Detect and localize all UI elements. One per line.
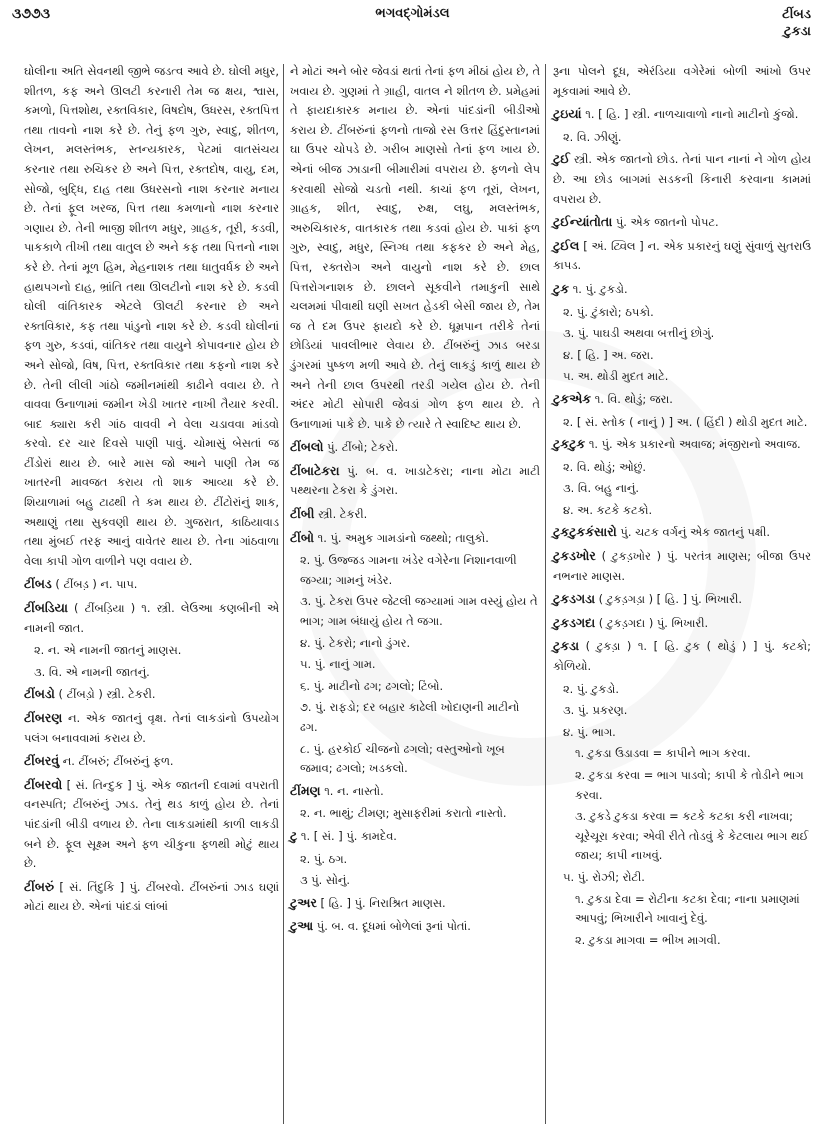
dictionary-entry	[24, 598, 279, 638]
headword: ટુકડા	[553, 638, 580, 654]
definition: પું. એક જાતનો પોપટ.	[612, 215, 719, 230]
definition: ( ટુકડ઼ગદા ) પું. ભિખારી.	[595, 615, 709, 630]
dictionary-entry	[553, 636, 811, 676]
idiom: ૧. ટુકડા ઉડાડવા = કાપીને ભાગ કરવા.	[575, 746, 751, 761]
dictionary-entry	[290, 893, 540, 914]
dictionary-entry	[553, 434, 811, 455]
headword: ટુકડગદા	[553, 614, 596, 630]
dictionary-entry	[24, 751, 279, 772]
dictionary-entry	[553, 279, 811, 300]
headword: ટીંબો	[290, 529, 315, 545]
headword: ટુ	[290, 827, 298, 843]
definition: ૧. પું. ટુકડો.	[569, 281, 628, 296]
definition: ૧. [ હિ. ] સ્ત્રી. નાળચાવાળો નાનો માટીનો કુંજો.	[581, 107, 799, 122]
definition: ( ટીંબડ઼ ) ન. પાપ.	[51, 577, 138, 592]
dictionary-entry	[290, 528, 540, 549]
headword: ટુકડખોર	[553, 548, 596, 564]
definition: ન. ટીંબરું; ટીંબરુંનું ફળ.	[59, 754, 174, 769]
definition: ( ટીંબડ઼િયા ) ૧. સ્ત્રી. લેઉઆ કણબીની એ નામની જાત.	[24, 601, 279, 635]
sense: ૨. ન. એ નામની જાતનું માણસ.	[34, 643, 182, 658]
definition: ૧. પું. અમુક ગામડાંનો જથ્થો; તાલુકો.	[314, 530, 489, 545]
dictionary-entry	[553, 522, 811, 543]
dictionary-entry	[290, 826, 540, 847]
headword: ટીંબી	[290, 506, 315, 522]
sense: ૮. પું. હરકોઈ ચીજનો ઢગલો; વસ્તુઓનો ખૂબ જમાવ; ઢગલો; ખડકલો.	[300, 741, 505, 776]
guide-words	[782, 6, 811, 40]
sense: ૫. પું. રોઝી; રોટી.	[563, 869, 645, 884]
sense: ૫. અ. થોડી મુદત માટે.	[563, 369, 669, 384]
sense: ૪. પું. ભાગ.	[563, 724, 616, 739]
sense: ૩. પું. પાઘડી અથવા બત્તીનું છોગું.	[563, 326, 715, 341]
headword: ટુક	[553, 280, 570, 296]
page-number: ૩૭૭૩	[12, 6, 51, 22]
dictionary-entry	[290, 461, 540, 501]
dictionary-entry	[290, 781, 540, 802]
headword: ટુઈ	[553, 151, 570, 167]
sense: ૨. [ સં. સ્તોક ( નાનું ) ] અ. ( હિંદી ) થોડી મુદત માટે.	[563, 414, 808, 429]
dictionary-entry	[553, 236, 811, 276]
dictionary-entry	[290, 916, 540, 937]
headword: ટીંબરવું	[24, 753, 60, 769]
headword: ટુઈન્યાંતોતા	[553, 214, 613, 230]
sense: ૩. વિ. એ નામની જાતનું.	[34, 664, 150, 679]
headword: ટુકએક	[553, 390, 592, 406]
continuation-paragraph: રૂના પોલને દૂધ, એરંડિયા વગેરેમાં બોળી આંખો ઉપર મૂકવામાં આવે છે.	[553, 64, 811, 98]
definition: પું. ચટક વર્ગનું એક જાતનું પક્ષી.	[616, 525, 770, 540]
sense: ૨. ન. ભાથું; ટીમણ; મુસાફરીમાં કરાતો નાસ્તો.	[300, 806, 507, 821]
sense: ૨. પું. ટુંકારો; ઠપકો.	[563, 304, 654, 319]
sense: ૬. પું. માટીનો ઢગ; ઢગલો; ટિંબો.	[300, 678, 444, 693]
dictionary-entry	[24, 775, 279, 874]
headword: ટુકટુક	[553, 436, 586, 452]
definition: ( ટીંબડ઼ો ) સ્ત્રી. ટેકરી.	[54, 687, 156, 702]
dictionary-entry	[553, 104, 811, 125]
guide-word-last: ટુકડા	[783, 24, 811, 39]
definition: [ સં. તિન્દુક ] પું. એક જાતની દવામાં વપરાતી વનસ્પતિ; ટીંબરુંનું ઝાડ. તેનું થડ કાળું હોય છે. તેનાં પાંદડાંની બીડી વળાય છે. તેના લાકડામાંથી કાળી લાકડી બને છે. ફૂલ સૂક્ષ્મ અને ફળ ચીકુના ફળથી મોટું થાય છે.	[24, 777, 279, 871]
dictionary-entry	[290, 504, 540, 525]
headword: ટીંબડ	[24, 576, 52, 592]
dictionary-entry	[24, 574, 279, 595]
headword: ટુકડગડા	[553, 591, 596, 607]
definition: સ્ત્રી. એક જાતનો છોડ. તેનાં પાન નાનાં ને ગોળ હોય છે. આ છોડ બાગમાં સડકની કિનારી કરવાના કામમાં વપરાય છે.	[553, 152, 811, 206]
sense: ૪. અ. કટકે કટકો.	[563, 502, 653, 517]
sense: ૩. વિ. બહુ નાનું.	[563, 481, 639, 496]
headword: ટુઅર	[290, 894, 317, 910]
headword: ટીંબડિયા	[24, 600, 68, 616]
sense: ૫. પું. નાનું ગામ.	[300, 657, 376, 672]
sense: ૨. પું. ઉજ્જડ ગામના ખંડેર વગેરેના નિશાનવાળી જગ્યા; ગામનું ખંડેર.	[300, 553, 517, 587]
dictionary-entry	[24, 708, 279, 748]
dictionary-entry	[290, 437, 540, 458]
sense: ૨. પું. ટુકડો.	[563, 681, 619, 696]
idiom: ૩. ટુકડે ટુકડા કરવા = કટકે કટકા કરી નાખવા; ચૂરેચૂરા કરવા; એવી રીતે તોડવું કે કેટલાય ભાગ થઈ જાય; કાપી નાખવું.	[575, 809, 809, 863]
dictionary-entry	[553, 546, 811, 586]
headword: ટુઈલ	[553, 237, 580, 253]
definition: ( ટુકડ઼ા ) ૧. [ હિ. ટુક ( થોડું ) ] પું. કટકો; કોળિયો.	[553, 639, 811, 674]
dictionary-entry	[553, 149, 811, 209]
page-header	[0, 0, 825, 58]
dictionary-entry	[553, 589, 811, 610]
idiom: ૨. ટુકડા માગવા = ભીખ માગવી.	[575, 932, 721, 947]
definition: સ્ત્રી. ટેકરી.	[314, 507, 368, 522]
column-divider	[545, 64, 546, 1124]
definition: ૧. ન. નાસ્તો.	[320, 783, 384, 798]
headword: ટીંબરવો	[24, 776, 63, 792]
continuation-paragraph: ને મોટાં અને બોર જેવડાં થતાં તેનાં ફળ મીઠાં હોય છે, તે ખવાય છે. ગુણમાં તે ગ્રાહી, વાતલ ને શીતળ છે. પ્રમેહમાં તે ફાયદાકારક મનાય છે. એનાં પાંદડાંની બીડીઓ કરાય છે. ટીંબરુંનાં ફળનો તાજો રસ ઉત્તર હિંદુસ્તાનમાં ઘા ઉપર ચોપડે છે. ગરીબ માણસો તેનાં ફળ ખાય છે. એનાં બીજ ઝાડાની બીમારીમાં વપરાય છે. ફળનો લેપ કરવાથી સોજો ચડતો નથી. કાચાં ફળ તૂરાં, લેખન, ગ્રાહક, શીત, સ્વાદુ, રુક્ષ, લઘુ, મલસ્તંભક, અરુચિકારક, વાતકારક તથા કડવાં હોય છે. પાકાં ફળ ગુરુ, સ્વાદુ, મધુર, સ્નિગ્ધ તથા કફકર છે અને મેહ, પિત્ત, રક્તરોગ અને વાયુનો નાશ કરે છે. છાલ પિત્તરોગનાશક છે. છાલને સૂકવીને તમાકુની સાથે ચલમમાં પીવાથી ઘણી સખત હેડકી બેસી જાય છે, તેમ જ તે દમ ઉપર ફાયદો કરે છે. ધૂમ્રપાન તરીકે તેનાં છોડિયાં પાવલીભાર લેવાય છે. ટીંબરુંનું ઝાડ બરડા ડુંગરમાં પુષ્કળ મળી આવે છે. તેનું લાકડું કાળું થાય છે અને તેની છાલ ઉપરથી તરડી ગયેલ હોય છે. તેની અંદર મોટી સોપારી જેવડાં ગોળ ફળ થાય છે. તે ઉનાળામાં પાકે છે. પાકે છે ત્યારે તે સ્વાદિષ્ટ થાય છે.	[290, 64, 540, 431]
headword: ટીંબાટેકરા	[290, 462, 340, 478]
sense: ૩. પું. ટેકરા ઉપર જેટલી જગ્યામાં ગામ વસ્યું હોય તે ભાગ; ગામ બંધાયું હોય તે જગા.	[300, 594, 538, 629]
dictionary-entry	[553, 613, 811, 634]
dictionary-entry	[553, 212, 811, 233]
definition: પું. બ. વ. ખાડાટેકરા; નાના મોટા માટી પથ્થરના ટેકરા કે ડુંગરા.	[290, 463, 540, 498]
headword: ટુઇયાં	[553, 106, 582, 122]
headword: ટીંબરું	[24, 878, 55, 894]
column-1	[24, 62, 279, 920]
sense: ૭. પું. રાફડો; દર બહાર કાઢેલી ખોદાણની માટીનો ઢગ.	[300, 700, 520, 734]
sense: ૨. વિ. થોડું; ઓછું.	[563, 459, 647, 474]
definition: પું. ટીંબો; ટેકરો.	[323, 440, 399, 455]
headword: ટીંબડો	[24, 686, 55, 702]
definition: ૧. [ સં. ] પું. કામદેવ.	[297, 828, 397, 843]
definition: ( ટુકડ઼ખોર ) પું. પરતંત્ર માણસ; બીજા ઉપર નભનાર માણસ.	[553, 549, 811, 583]
idiom: ૨. ટુકડા કરવા = ભાગ પાડવો; કાપી કે તોડીને ભાગ કરવા.	[575, 768, 804, 802]
dictionary-entry	[24, 877, 279, 917]
definition: [ અં. ટ્વિલ ] ન. એક પ્રકારનું ઘણું સુંવાળું સુતરાઉ કાપડ.	[553, 238, 811, 273]
definition: ૧. પું. એક પ્રકારનો અવાજ; મંજીરાનો અવાજ.	[585, 437, 801, 452]
definition: ( ટુકડ઼ગડ઼ા ) [ હિ. ] પું. ભિખારી.	[595, 592, 742, 607]
sense: ૩. પું. પ્રકરણ.	[563, 703, 628, 718]
dictionary-entry	[553, 389, 811, 410]
dictionary-entry	[24, 684, 279, 705]
headword: ટીંમણ	[290, 782, 321, 798]
definition: [ સં. તિંદુકિ ] પું. ટીંબરવો. ટીંબરુંનાં ઝાડ ઘણાં મોટાં થાય છે. એનાં પાંદડાં લાંબાં	[24, 879, 279, 914]
sense: ૪. પું. ટેકરો; નાનો ડુંગર.	[300, 635, 411, 650]
definition: [ હિ. ] પું. નિરાશ્રિત માણસ.	[316, 895, 446, 910]
headword: ટીંબરણ	[24, 710, 63, 725]
sense: ૪. [ હિ. ] અ. જરા.	[563, 347, 654, 362]
guide-word-first: ટીંબડ	[782, 7, 811, 22]
continuation-paragraph: ઘોલીના અતિ સેવનથી જીભે જડત્વ આવે છે. ઘોલી મધુર, શીતળ, કફ અને ઊલટી કરનારી તેમ જ ક્ષય, શ્વાસ, કમળો, પિત્તશોથ, રક્તવિકાર, વિષદોષ, ઉધરસ, રક્તપિત્ત તથા તાવનો નાશ કરે છે. તેનું ફળ ગુરુ, સ્વાદુ, શીતળ, લેખન, મલસ્તંભક, સ્તન્યકારક, પેટમાં વાતસંચય કરનાર તથા રુચિકર છે અને પિત્ત, રક્તદોષ, વાયુ, દમ, સોજો, બુદ્ધિ, દાહ તથા ઉધરસનો નાશ કરનાર મનાય છે. તેનાં ફૂલ ખરજ, પિત્ત તથા કમળાનો નાશ કરનાર ગણાય છે. તેની ભાજી શીતળ મધુર, ગ્રાહક, તૂરી, કડવી, પાકકાળે તીખી તથા વાતુલ છે અને કફ તથા પિત્તનો નાશ કરે છે. તેનાં મૂળ હિમ, મેહનાશક તથા ધાતુવર્ધક છે અને હાથપગનો દાહ, ભ્રાંતિ તથા ઊલટીનો નાશ કરે છે. કડવી ઘોલી વાંતિકારક એટલે ઊલટી કરનાર છે અને રક્તવિકાર, કફ તથા પાંડુનો નાશ કરે છે. કડવી ઘોલીનાં ફળ ગુરુ, કડવાં, વાંતિકર તથા વાયુને કોપાવનાર હોય છે અને સોજો, વિષ, પિત્ત, રક્તવિકાર તથા કફનો નાશ કરે છે. તેની લીલી ગાંઠો જમીનમાંથી કાઢીને વવાય છે. તે વાવવા ઉનાળામાં જમીન ખેડી ખાતર નાખી તૈયાર કરવી. બાદ ક્યારા કરી ગાંઠ વાવવી ને વેલા ચડાવવા માંડવો કરવો. દર ચાર દિવસે પાણી પાવું. ચોમાસું બેસતાં જ ટીંડોરાં થાય છે. બારે માસ જો આને પાણી તેમ જ ખાતરની માવજત કરાય તો શાક આવ્યા કરે છે. શિયાળામાં બહુ ટાઢથી તે કમ થાય છે. ટીંટોરાંનું શાક, અથાણું તથા સુકવણી થાય છે. ગુજરાત, કાઠિયાવાડ તથા મુંબઈ તરફ આનું વાવેતર થાય છે. તેના ગાંઠવાળા વેલા કાપી ગોળ વાળીને પણ વવાય છે.	[24, 64, 279, 568]
definition: ન. એક જાતનું વૃક્ષ. તેનાં લાકડાંનો ઉપયોગ પલંગ બનાવવામાં કરાય છે.	[24, 711, 279, 745]
definition: ૧. વિ. થોડું; જરા.	[591, 391, 673, 406]
column-3	[553, 62, 811, 952]
headword: ટુકટુકકંસારો	[553, 524, 617, 540]
running-title: ભગવદ્ગોમંડલ	[375, 6, 450, 21]
sense: ૨. પું. ઠગ.	[300, 851, 348, 866]
sense: ૩ પું. સોનું.	[300, 873, 351, 888]
definition: પું. બ. વ. દૂધમાં બોળેલાં રૂનાં પોતાં.	[313, 919, 471, 934]
sense: ૨. વિ. ઝીણું.	[563, 129, 622, 144]
column-2	[290, 62, 540, 940]
headword: ટુઆ	[290, 918, 314, 934]
idiom: ૧. ટુકડા દેવા = રોટીના કટકા દેવા; નાના પ્રમાણમાં આપવું; ભિખારીને ખાવાનું દેવું.	[575, 891, 800, 926]
column-divider	[283, 64, 284, 1124]
headword: ટીંબલો	[290, 439, 324, 455]
